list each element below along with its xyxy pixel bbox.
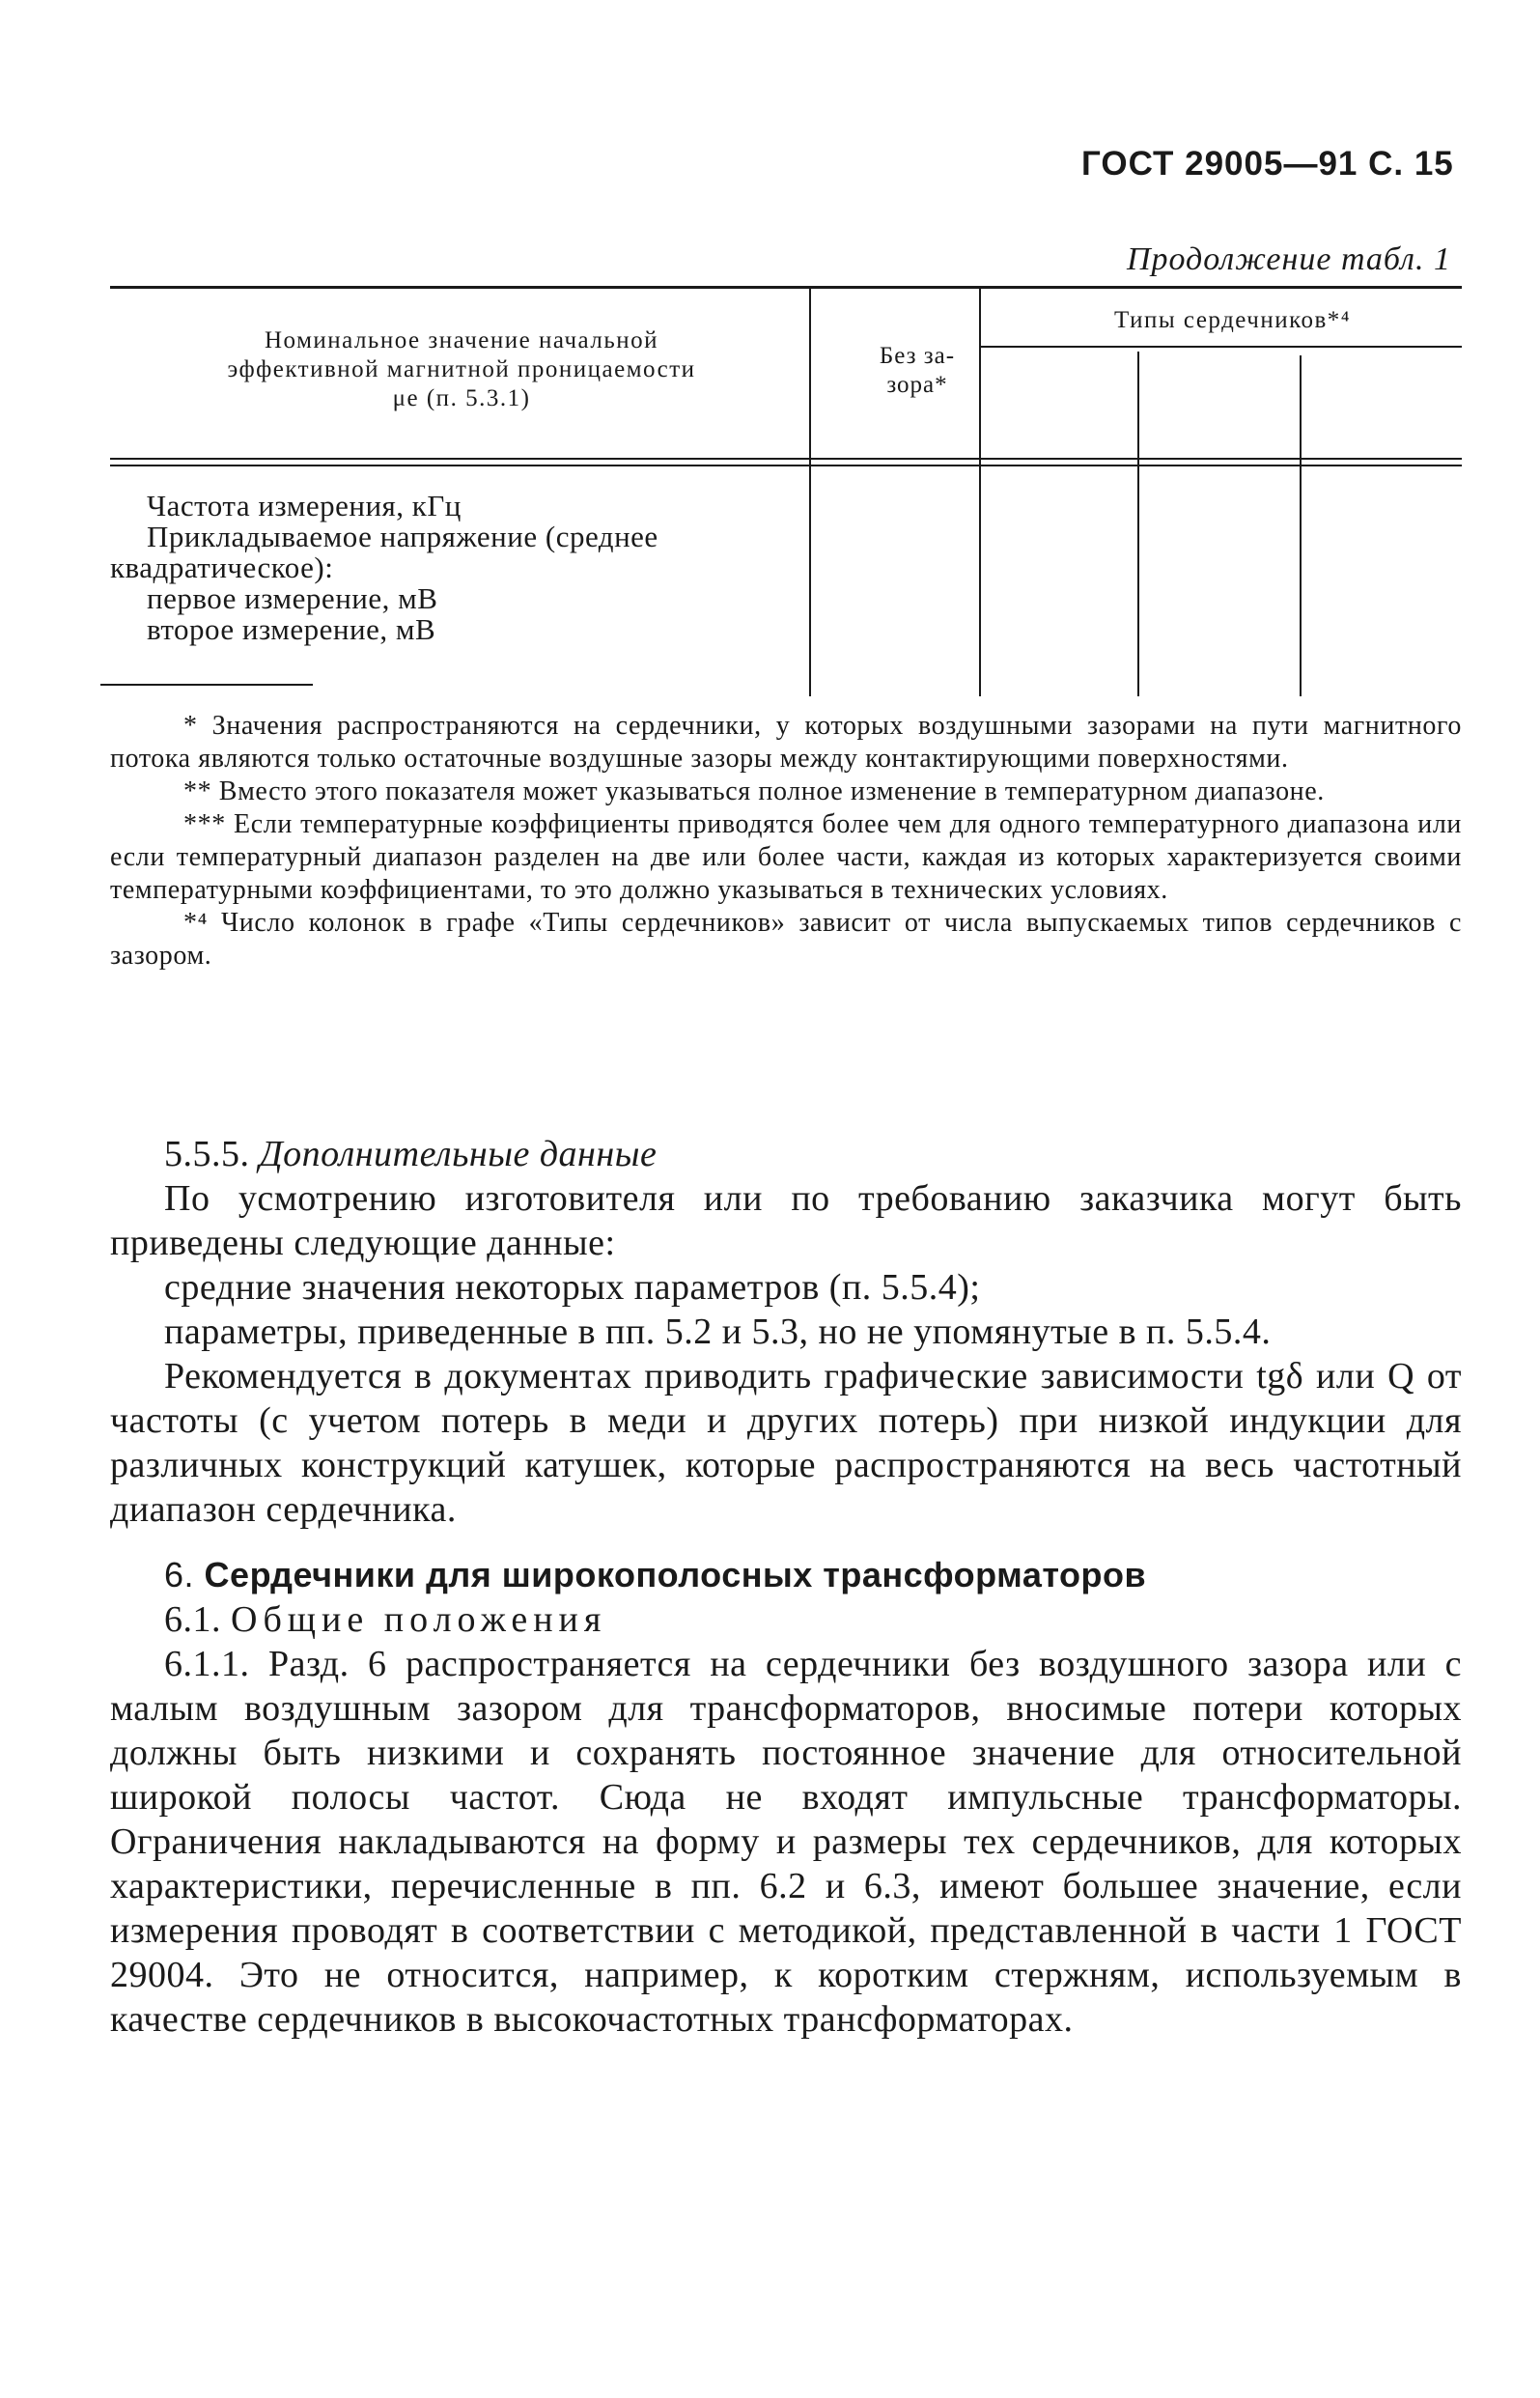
table-footnotes	[110, 710, 1462, 973]
header-bottom-rule-2	[110, 465, 1462, 466]
col-header-no-gap: Без за- зора*	[879, 343, 956, 398]
page-header: ГОСТ 29005—91 С. 15	[1081, 145, 1454, 183]
footnote-3: *** Если температурные коэффициенты приводятся более чем для одного температурного диапазона или если температурный диапазон разделен на две или более части, каждая из которых характеризуется своими температурными коэффициентами, то это должно указываться в технических условиях.	[110, 809, 1462, 905]
col-header-permeability: Номинальное значение начальной эффективной магнитной проницаемости μe (п. 5.3.1)	[227, 327, 696, 411]
types-subheader-rule	[979, 346, 1462, 348]
parameters-table	[110, 286, 1462, 701]
paragraph: параметры, приведенные в пп. 5.2 и 5.3, но не упомянутые в п. 5.5.4.	[164, 1312, 1272, 1352]
col-header-core-types: Типы сердечников*⁴	[1113, 307, 1352, 333]
main-text	[110, 1130, 1462, 2042]
paragraph: средние значения некоторых параметров (п. 5.5.4);	[164, 1267, 981, 1308]
footnote-1: * Значения распространяются на сердечники, у которых воздушными зазорами на пути магнитного потока являются только остаточные воздушные зазоры между контактирующими поверхностями.	[110, 711, 1462, 774]
paragraph: Рекомендуется в документах приводить графические зависимости tgδ или Q от частоты (с учетом потерь в меди и других потерь) при низкой индукции для различных конструкций катушек, которые распространяются на весь частотный диапазон сердечника.	[110, 1356, 1462, 1530]
footnote-2: ** Вместо этого показателя может указываться полное изменение в температурном диапазоне.	[183, 776, 1325, 806]
row-applied-voltage: Прикладываемое напряжение (среднее	[147, 520, 658, 553]
footnote-4: *⁴ Число колонок в графе «Типы сердечников» зависит от числа выпускаемых типов сердечников с зазором.	[110, 908, 1462, 971]
paragraph-611: 6.1.1. Разд. 6 распространяется на сердечники без воздушного зазора или с малым воздушным зазором для трансформаторов, вносимые потери которых должны быть низкими и сохранять постоянное значение для относительной широкой полосы частот. Сюда не входят импульсные трансформаторы. Ограничения накладываются на форму и размеры тех сердечников, для которых характеристики, перечисленные в пп. 6.2 и 6.3, имеют большее значение, если измерения проводят в соответствии с методикой, представленной в части 1 ГОСТ 29004. Это не относится, например, к коротким стержням, используемым в качестве сердечников в высокочастотных трансформаторах.	[110, 1644, 1462, 2040]
table-top-rule	[110, 286, 1462, 289]
paragraph: По усмотрению изготовителя или по требованию заказчика могут быть приведены следующие данные:	[110, 1178, 1462, 1263]
section-555-heading: 5.5.5. Дополнительные данные	[164, 1134, 658, 1174]
row-second-measurement: второе измерение, мВ	[147, 612, 436, 646]
col-divider-3	[1137, 352, 1139, 696]
row-frequency: Частота измерения, кГц	[147, 489, 462, 522]
section-61-heading: 6.1. Общие положения	[164, 1599, 607, 1640]
col-divider-4	[1300, 355, 1302, 696]
table-row-labels	[110, 491, 805, 645]
header-bottom-rule-1	[110, 458, 1462, 460]
row-applied-voltage-cont: квадратическое):	[110, 550, 334, 584]
section-6-heading: 6. Сердечники для широкополосных трансформаторов	[164, 1555, 1147, 1594]
table-continuation-caption: Продолжение табл. 1	[1126, 241, 1451, 277]
row-first-measurement: первое измерение, мВ	[147, 581, 438, 615]
table-end-rule	[100, 684, 313, 686]
